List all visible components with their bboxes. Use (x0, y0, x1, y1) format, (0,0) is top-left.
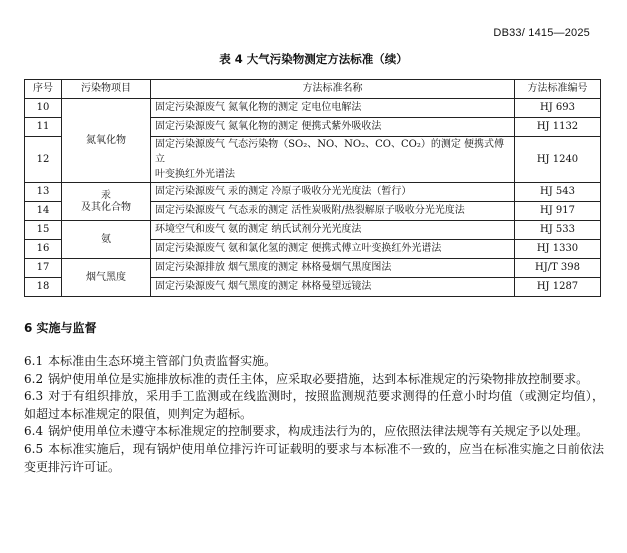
clause-paragraph (24, 441, 604, 476)
method-name: 固定污染源废气 氮氧化物的测定 定电位电解法 (151, 99, 515, 118)
row-no: 11 (25, 118, 62, 137)
table-row (25, 99, 601, 118)
method-code: HJ 1240 (515, 137, 601, 183)
clause-number: 6.1 (24, 354, 44, 368)
pollutant-cell (62, 183, 151, 221)
method-code: HJ 1330 (515, 240, 601, 259)
row-no: 14 (25, 202, 62, 221)
table-title: 表 4 大气污染物测定方法标准（续） (219, 52, 408, 66)
clause-paragraph (24, 371, 604, 389)
method-name: 固定污染源废气 烟气黑度的测定 林格曼望远镜法 (151, 278, 515, 297)
section-heading: 6 实施与监督 (24, 321, 97, 335)
method-name: 环境空气和废气 氨的测定 纳氏试剂分光光度法 (151, 221, 515, 240)
method-name: 固定污染源废气 气态汞的测定 活性炭吸附/热裂解原子吸收分光光度法 (151, 202, 515, 221)
method-name: 固定污染源废气 汞的测定 冷原子吸收分光光度法（暂行） (151, 183, 515, 202)
pollutant-line: 汞 (101, 189, 111, 201)
clause-number: 6.5 (24, 441, 44, 456)
header-pollutant: 污染物项目 (62, 80, 151, 99)
pollutant-line: 及其化合物 (81, 201, 131, 213)
method-code: HJ/T 398 (515, 259, 601, 278)
table-row (25, 221, 601, 240)
method-code: HJ 533 (515, 221, 601, 240)
header-method-name: 方法标准名称 (151, 80, 515, 99)
clause-number: 6.4 (24, 424, 44, 439)
method-name: 固定污染源废气 氨和氯化氢的测定 便携式傅立叶变换红外光谱法 (151, 240, 515, 259)
pollutant-cell: 氨 (62, 221, 151, 259)
row-no: 17 (25, 259, 62, 278)
method-name: 固定污染源排放 烟气黑度的测定 林格曼烟气黑度图法 (151, 259, 515, 278)
clause-text: 对于有组织排放，采用手工监测或在线监测时，按照监测规范要求测得的任意小时均值（或测定均值），如超过本标准规定的限值，则判定为超标。 (24, 389, 604, 421)
row-no: 10 (25, 99, 62, 118)
clause-number: 6.3 (24, 389, 44, 404)
clause-text: 锅炉使用单位是实施排放标准的责任主体，应采取必要措施，达到本标准规定的污染物排放控制要求。 (48, 371, 589, 386)
section-body (24, 353, 604, 476)
clause-text: 锅炉使用单位未遵守本标准规定的控制要求，构成违法行为的，应依照法律法规等有关规定予以处理。 (48, 424, 589, 439)
method-name: 固定污染源废气 氮氧化物的测定 便携式紫外吸收法 (151, 118, 515, 137)
table-row (25, 183, 601, 202)
clause-text: 本标准由生态环境主管部门负责监督实施。 (48, 354, 277, 368)
row-no: 18 (25, 278, 62, 297)
clause-paragraph (24, 388, 604, 423)
clause-text: 本标准实施后，现有锅炉使用单位排污许可证载明的要求与本标准不一致的，应当在标准实施之日前依法变更排污许可证。 (24, 441, 604, 474)
method-name-line: 固定污染源废气 气态污染物（SO₂、NO、NO₂、CO、CO₂）的测定 便携式傅立 (155, 139, 505, 165)
table-row (25, 259, 601, 278)
pollutant-cell: 烟气黑度 (62, 259, 151, 297)
row-no: 16 (25, 240, 62, 259)
method-code: HJ 1132 (515, 118, 601, 137)
method-code: HJ 543 (515, 183, 601, 202)
pollutant-cell: 氮氧化物 (62, 99, 151, 183)
row-no: 12 (25, 137, 62, 183)
clause-number: 6.2 (24, 371, 44, 386)
clause-paragraph (24, 423, 604, 441)
method-name-line: 叶变换红外光谱法 (155, 169, 235, 180)
clause-paragraph (24, 353, 604, 371)
method-standards-table (24, 79, 601, 297)
row-no: 13 (25, 183, 62, 202)
table-header-row (25, 80, 601, 99)
header-method-code: 方法标准编号 (515, 80, 601, 99)
method-code: HJ 1287 (515, 278, 601, 297)
row-no: 15 (25, 221, 62, 240)
header-no: 序号 (25, 80, 62, 99)
method-name (151, 137, 515, 183)
method-code: HJ 917 (515, 202, 601, 221)
method-code: HJ 693 (515, 99, 601, 118)
document-code: DB33/ 1415—2025 (493, 27, 590, 39)
